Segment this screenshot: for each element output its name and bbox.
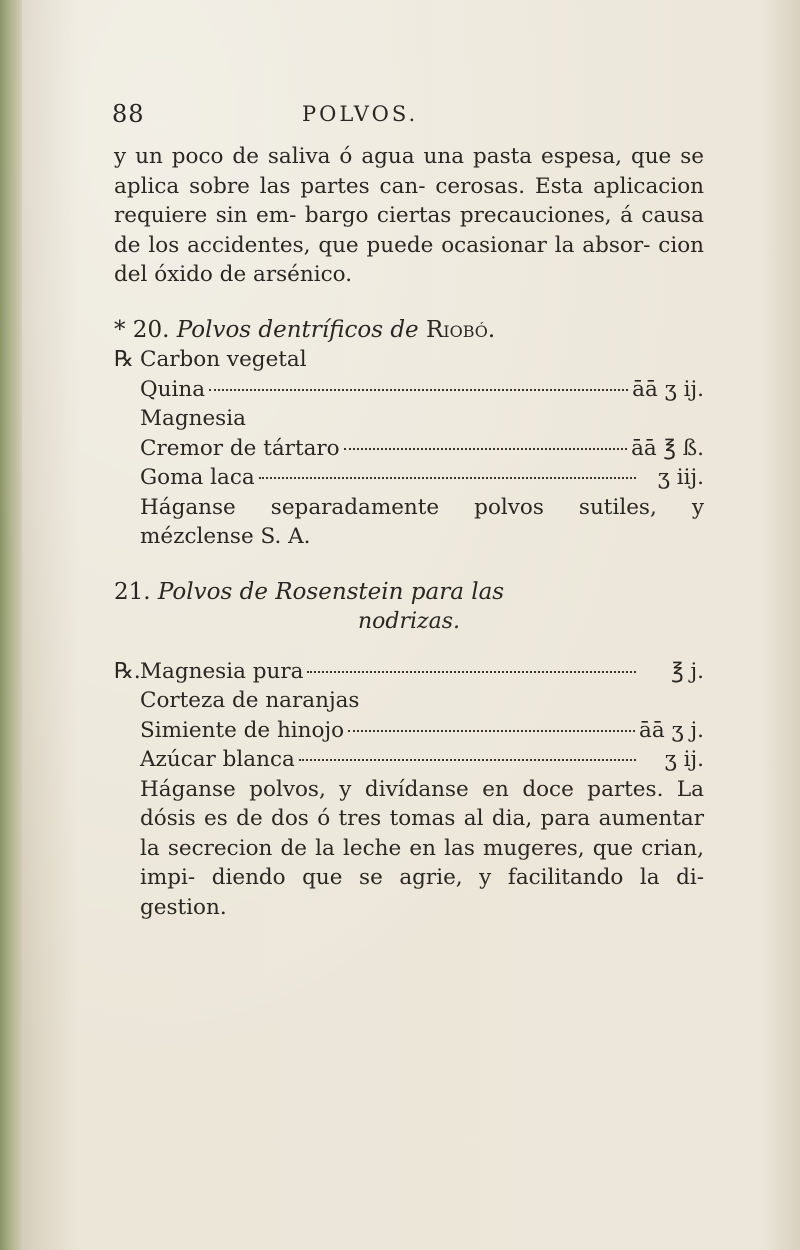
recipe-20-title: Polvos dentríficos de — [176, 316, 419, 343]
recipe-21-subtitle: nodrizas. — [357, 609, 461, 634]
ingredient-name: Simiente de hinojo — [140, 717, 345, 743]
recipe-symbol-icon: ℞. — [114, 658, 141, 684]
recipe-21-heading — [114, 578, 704, 608]
ingredient-quantity: ʒ iij. — [657, 465, 704, 490]
page-number: 88 — [112, 100, 145, 128]
page-binding-edge — [0, 0, 22, 1250]
ingredient-name: Cremor de tártaro — [140, 435, 340, 461]
ingredient-name: Goma laca — [140, 465, 255, 490]
recipe-20-instructions: Háganse separadamente polvos sutiles, y mézclense S. A. — [140, 494, 704, 549]
running-head: POLVOS. — [302, 102, 419, 126]
ingredient-line — [114, 686, 704, 716]
ingredient-name: Azúcar blanca — [140, 747, 295, 772]
ingredient-quantity: āā ʒ j. — [639, 717, 704, 743]
ingredient-quantity: ʒ ij. — [664, 747, 704, 772]
ingredient-quantity: āā ℥ ß. — [631, 435, 704, 461]
recipe-20-ingredients — [114, 345, 704, 493]
recipe-20-heading — [114, 316, 704, 346]
recipe-20-author: Riobó. — [425, 316, 496, 343]
ingredient-quantity: ℥ j. — [671, 658, 704, 684]
leader-dots — [299, 759, 636, 761]
ingredient-line — [114, 463, 704, 493]
ingredient-line — [114, 716, 704, 746]
ingredient-name: Magnesia — [140, 406, 246, 431]
leader-dots — [344, 448, 627, 450]
ingredient-line — [114, 745, 704, 775]
ingredient-line — [114, 657, 704, 687]
leader-dots — [348, 730, 635, 732]
ingredient-line — [114, 404, 704, 434]
recipe-21-number: 21. — [114, 578, 151, 605]
intro-paragraph: y un poco de saliva ó agua una pasta espesa, que se aplica sobre las partes can- cerosas. Esta aplicacion requiere sin em- bargo ciertas precauciones, á causa de los accidentes, que puede ocasionar la absor- cion del óxido de arsénico. — [114, 144, 704, 287]
ingredient-line — [114, 434, 704, 464]
recipe-symbol-icon: ℞ — [114, 347, 134, 372]
ingredient-name: Quina — [140, 376, 206, 402]
leader-dots — [209, 389, 628, 391]
recipe-20-number: * 20. — [114, 316, 170, 343]
leader-dots — [259, 477, 636, 479]
ingredient-line — [114, 345, 704, 375]
ingredient-name: Magnesia pura — [140, 658, 304, 684]
recipe-21-title: Polvos de Rosenstein para las — [157, 578, 505, 605]
page-body — [114, 142, 704, 922]
recipe-21-ingredients — [114, 657, 704, 775]
recipe-21-instructions: Háganse polvos, y divídanse en doce partes. La dósis es de dos ó tres tomas al dia, para aumentar la secrecion de la leche en las mugeres, que crian, impi- diendo que se agrie, y facilitando la di- gestion. — [140, 776, 704, 920]
page-header — [112, 100, 692, 136]
ingredient-quantity: āā ʒ ij. — [632, 376, 704, 402]
leader-dots — [307, 671, 636, 673]
ingredient-line — [114, 375, 704, 405]
ingredient-name: Corteza de naranjas — [140, 688, 360, 713]
ingredient-name: Carbon vegetal — [140, 347, 307, 372]
